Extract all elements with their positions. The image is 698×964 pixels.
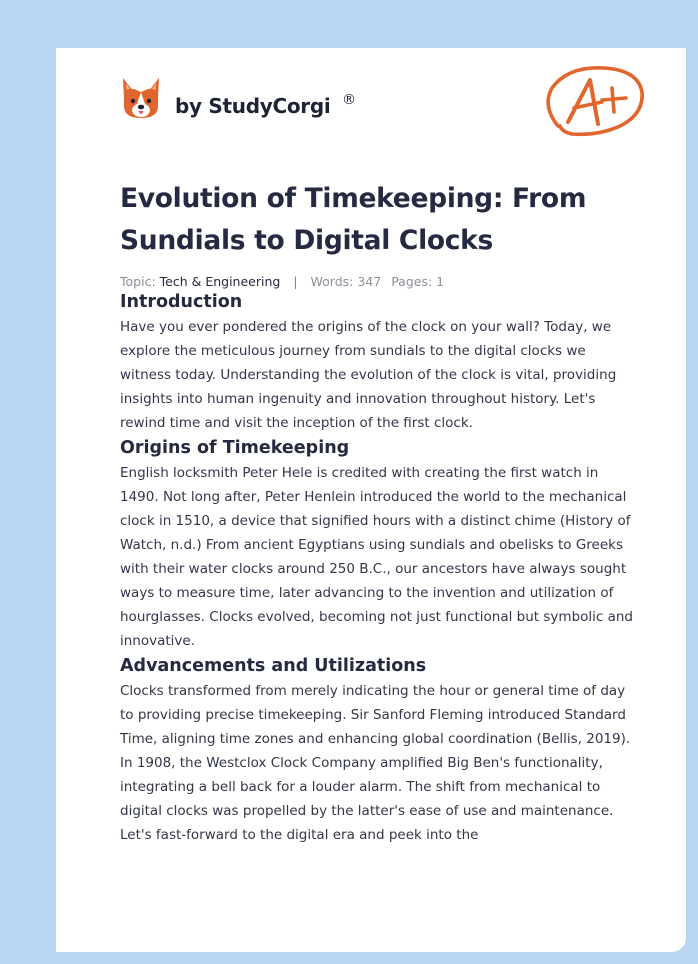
section-heading-origins: Origins of Timekeeping bbox=[120, 438, 350, 458]
topic-link[interactable]: Tech & Engineering bbox=[159, 274, 281, 289]
word-count: Words: 347 bbox=[310, 274, 382, 289]
section-heading-introduction: Introduction bbox=[120, 292, 243, 312]
section-heading-advancements: Advancements and Utilizations bbox=[120, 656, 427, 676]
page-count: Pages: 1 bbox=[391, 274, 445, 289]
registered-mark: ® bbox=[342, 92, 356, 108]
section-text-origins: English locksmith Peter Hele is credited with creating the first watch in 1490. Not long after, Peter Henlein introduced the world to the mechanical clock in 1510, a device that signified hours with a distinct chime (History of Watch, n.d.) From ancient Egyptians using sundials and obelisks to Greeks with their water clocks around 250 B.C., our ancestors have always sought ways to measure time, later advancing to the invention and utilization of hourglasses. Clocks evolved, becoming not just functional but symbolic and innovative. bbox=[120, 465, 634, 649]
topic-label: Topic: bbox=[120, 274, 156, 289]
article-title: Evolution of Timekeeping: From Sundials to Digital Clocks bbox=[120, 183, 587, 256]
brand-name: by StudyCorgi bbox=[175, 94, 331, 118]
brand-header bbox=[120, 76, 370, 126]
section-text-advancements: Clocks transformed from merely indicating the hour or general time of day to providing precise timekeeping. Sir Sanford Fleming introduced Standard Time, aligning time zones and enhancing global coordination (Bellis, 2019). In 1908, the Westclox Clock Company amplified Big Ben's functionality, integrating a bell back for a louder alarm. The shift from mechanical to digital clocks was propelled by the latter's ease of use and maintenance. Let's fast-forward to the digital era and peek into the bbox=[120, 683, 631, 843]
article bbox=[120, 178, 634, 847]
document-page bbox=[56, 48, 686, 952]
a-plus-stamp-icon bbox=[538, 60, 648, 140]
meta-separator: | bbox=[293, 274, 298, 289]
article-meta bbox=[120, 274, 634, 289]
section-text-introduction: Have you ever pondered the origins of the clock on your wall? Today, we explore the meticulous journey from sundials to the digital clocks we witness today. Understanding the evolution of the clock is vital, providing insights into human ingenuity and innovation throughout history. Let's rewind time and visit the inception of the first clock. bbox=[120, 319, 617, 431]
corgi-logo-icon bbox=[120, 76, 162, 122]
